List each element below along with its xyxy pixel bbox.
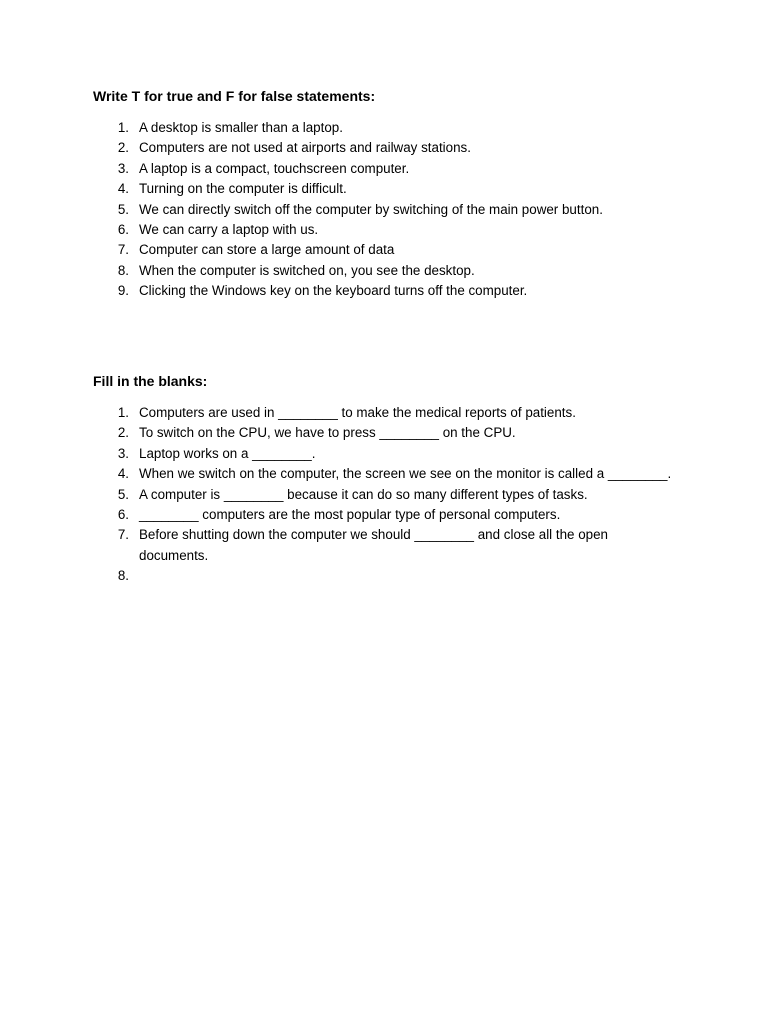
item-text: To switch on the CPU, we have to press ________ on the CPU. bbox=[139, 425, 516, 441]
list-item bbox=[93, 525, 673, 566]
item-text: Turning on the computer is difficult. bbox=[139, 181, 347, 197]
item-text: We can directly switch off the computer by switching of the main power button. bbox=[139, 201, 603, 217]
item-text: A computer is ________ because it can do so many different types of tasks. bbox=[139, 486, 588, 502]
list-item bbox=[93, 485, 673, 505]
item-text: ________ computers are the most popular type of personal computers. bbox=[139, 507, 561, 523]
item-text: When the computer is switched on, you see the desktop. bbox=[139, 262, 475, 278]
list-item bbox=[93, 118, 673, 138]
item-text: A desktop is smaller than a laptop. bbox=[139, 120, 343, 135]
true-false-section bbox=[93, 87, 673, 302]
item-text: We can carry a laptop with us. bbox=[139, 222, 319, 238]
list-item bbox=[93, 220, 673, 240]
item-number: 7. bbox=[117, 242, 129, 258]
list-item bbox=[93, 281, 673, 301]
item-text: Computers are used in ________ to make the medical reports of patients. bbox=[139, 405, 576, 420]
item-number: 7. bbox=[117, 527, 129, 543]
list-item bbox=[93, 505, 673, 525]
item-text: When we switch on the computer, the screen we see on the monitor is called a ________. bbox=[139, 466, 672, 482]
item-text: Before shutting down the computer we should ________ and close all the open documents. bbox=[139, 527, 608, 563]
item-number: 1. bbox=[117, 120, 129, 135]
list-item bbox=[93, 423, 673, 443]
item-number: 8. bbox=[117, 568, 129, 584]
section-heading: Write T for true and F for false statements: bbox=[93, 88, 376, 104]
item-number: 3. bbox=[117, 160, 129, 176]
item-number: 4. bbox=[117, 466, 129, 482]
statement-list bbox=[93, 118, 673, 302]
item-number: 2. bbox=[117, 425, 129, 441]
item-number: 6. bbox=[117, 507, 129, 523]
item-number: 5. bbox=[117, 201, 129, 217]
item-text: Laptop works on a ________. bbox=[139, 445, 316, 461]
item-number: 5. bbox=[117, 486, 129, 502]
item-text: A laptop is a compact, touchscreen computer. bbox=[139, 160, 410, 176]
list-item bbox=[93, 261, 673, 281]
section-heading: Fill in the blanks: bbox=[93, 373, 208, 389]
list-item bbox=[93, 179, 673, 199]
list-item bbox=[93, 159, 673, 179]
item-number: 2. bbox=[117, 140, 129, 156]
item-number: 8. bbox=[117, 262, 129, 278]
fill-blanks-section bbox=[93, 372, 673, 584]
list-item bbox=[93, 200, 673, 220]
item-number: 6. bbox=[117, 222, 129, 238]
list-item bbox=[93, 464, 673, 484]
item-number: 3. bbox=[117, 445, 129, 461]
item-number: 9. bbox=[117, 283, 129, 299]
item-text: Computers are not used at airports and railway stations. bbox=[139, 140, 471, 156]
item-text: Computer can store a large amount of data bbox=[139, 242, 395, 258]
blank-list bbox=[93, 403, 673, 584]
item-number: 1. bbox=[117, 405, 129, 420]
list-item bbox=[93, 240, 673, 260]
list-item bbox=[93, 403, 673, 423]
list-item bbox=[93, 138, 673, 158]
item-text: Clicking the Windows key on the keyboard turns off the computer. bbox=[139, 283, 528, 299]
item-number: 4. bbox=[117, 181, 129, 197]
list-item bbox=[93, 444, 673, 464]
